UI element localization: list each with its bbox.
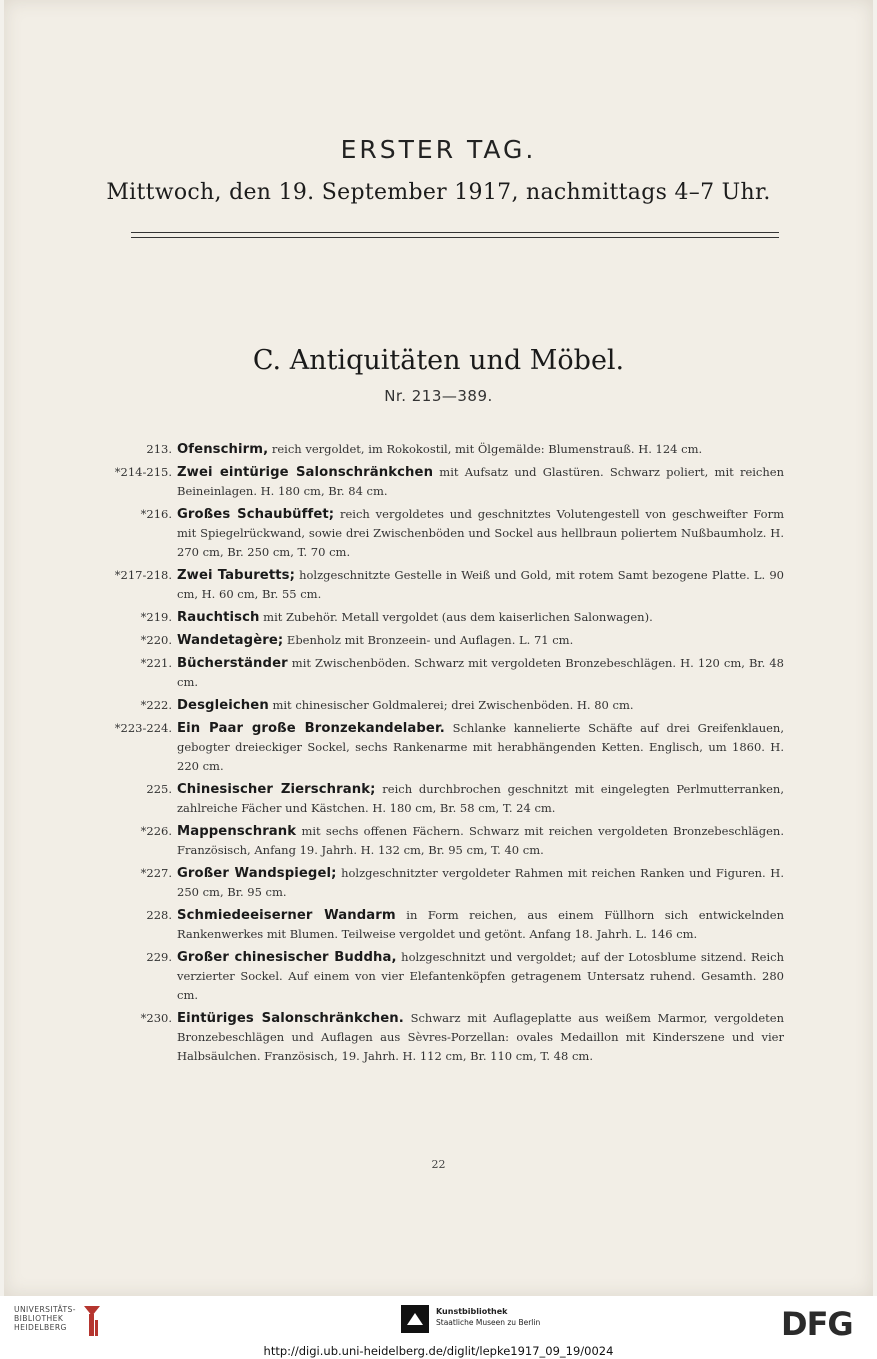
- entry-number: *223-224.: [114, 721, 172, 735]
- entry-description: Schwarz mit Auflageplatte aus weißem Marmor, vergoldeten Bronzebeschlägen und Auflagen aus Sèvres-Porzellan: ovales Medaillon mit Kinderszene und vier Halbsäulchen. Französisch, 19. Jahrh. H. 112 cm, Br. 110 cm, T. 48 cm.: [177, 1011, 784, 1063]
- entry-description: mit Aufsatz und Glastüren. Schwarz poliert, mit reichen Beineinlagen. H. 180 cm, Br. 84 cm.: [177, 465, 784, 498]
- catalog-entry: [124, 822, 784, 860]
- viewer-footer: [0, 1296, 877, 1359]
- catalog-entry: [124, 948, 784, 1005]
- catalog-entry: [124, 864, 784, 902]
- entry-description: Schlanke kannelierte Schäfte auf drei Greifenklauen, gebogter dreieckiger Sockel, sechs Rankenarme mit herabhängenden Ketten. Englisch, um 1860. H. 220 cm.: [177, 721, 784, 773]
- entry-title: Ofenschirm,: [177, 442, 269, 457]
- entry-body: [177, 440, 784, 459]
- entry-body: [177, 864, 784, 902]
- catalog-list: [114, 440, 784, 1070]
- kunstbibliothek-logo-icon[interactable]: [401, 1305, 429, 1333]
- entry-number: *221.: [140, 656, 172, 670]
- entry-description: reich vergoldetes und geschnitztes Volutengestell von geschweifter Form mit Spiegelrückwand, sowie drei Zwischenböden und Sockel aus hellbraun poliertem Nußbaumholz. H. 270 cm, Br. 250 cm, T. 70 cm.: [177, 507, 784, 559]
- entry-number: *216.: [140, 507, 172, 521]
- entry-description: mit chinesischer Goldmalerei; drei Zwischenböden. H. 80 cm.: [268, 698, 634, 712]
- catalog-entry: [124, 440, 784, 459]
- entry-number: *217-218.: [114, 568, 172, 582]
- entry-title: Desgleichen: [177, 698, 269, 713]
- library-subtitle: Staatliche Museen zu Berlin: [436, 1318, 541, 1327]
- entry-number: *226.: [140, 824, 172, 838]
- entry-description: mit Zwischenböden. Schwarz mit vergoldeten Bronzebeschlägen. H. 120 cm, Br. 48 cm.: [177, 656, 784, 689]
- entry-number: *219.: [140, 610, 172, 624]
- university-library-label: [14, 1305, 84, 1332]
- entry-title: Großer Wandspiegel;: [177, 866, 337, 881]
- entry-title: Wandetagère;: [177, 633, 284, 648]
- entry-body: [177, 822, 784, 860]
- dfg-logo[interactable]: DFG: [781, 1305, 853, 1343]
- university-line-2: BIBLIOTHEK: [14, 1314, 64, 1323]
- entry-body: [177, 608, 784, 627]
- catalog-entry: [114, 719, 784, 776]
- entry-description: reich durchbrochen geschnitzt mit eingelegten Perlmutterranken, zahlreiche Fächer und Kästchen. H. 180 cm, Br. 58 cm, T. 24 cm.: [177, 782, 784, 815]
- university-line-1: UNIVERSITÄTS-: [14, 1305, 76, 1314]
- entry-title: Mappenschrank: [177, 824, 297, 839]
- entry-description: holzgeschnitzte Gestelle in Weiß und Gold, mit rotem Samt bezogene Platte. L. 90 cm, H. 60 cm, Br. 55 cm.: [177, 568, 784, 601]
- entry-description: holzgeschnitzt und vergoldet; auf der Lotosblume sitzend. Reich verzierter Sockel. Auf einem von vier Elefantenköpfen getragenem Untersatz ruhend. Gesamth. 280 cm.: [177, 950, 784, 1002]
- entry-title: Ein Paar große Bronzekandelaber.: [177, 721, 445, 736]
- entry-number: *230.: [140, 1011, 172, 1025]
- entry-title: Bücherständer: [177, 656, 288, 671]
- entry-title: Rauchtisch: [177, 610, 260, 625]
- entry-description: Ebenholz mit Bronzeein- und Auflagen. L. 71 cm.: [283, 633, 574, 647]
- entry-body: [177, 463, 784, 501]
- entry-description: mit sechs offenen Fächern. Schwarz mit reichen vergoldeten Bronzebeschlägen. Französisch, Anfang 19. Jahrh. H. 132 cm, Br. 95 cm, T. 40 cm.: [177, 824, 784, 857]
- entry-number: 225.: [146, 782, 172, 796]
- page-number: 22: [431, 1158, 446, 1171]
- date-heading: Mittwoch, den 19. September 1917, nachmittags 4–7 Uhr.: [106, 180, 771, 205]
- catalog-entry: [124, 696, 784, 715]
- entry-body: [177, 906, 784, 944]
- university-logo-icon[interactable]: [80, 1302, 106, 1338]
- catalog-entry: [124, 608, 784, 627]
- entry-number: *222.: [140, 698, 172, 712]
- entry-body: [177, 505, 784, 562]
- entry-description: holzgeschnitzter vergoldeter Rahmen mit reichen Ranken und Figuren. H. 250 cm, Br. 95 cm.: [177, 866, 784, 899]
- entry-title: Chinesischer Zierschrank;: [177, 782, 376, 797]
- university-line-3: HEIDELBERG: [14, 1323, 67, 1332]
- entry-body: [177, 948, 784, 1005]
- entry-number: 213.: [146, 442, 172, 456]
- kunstbibliothek-label: [436, 1306, 540, 1328]
- catalog-entry: [114, 463, 784, 501]
- entry-description: in Form reichen, aus einem Füllhorn sich entwickelnden Rankenwerkes mit Blumen. Teilweise vergoldet und getönt. Anfang 18. Jahrh. L. 146 cm.: [177, 908, 784, 941]
- catalog-entry: [124, 780, 784, 818]
- entry-body: [177, 1009, 784, 1066]
- entry-number: *227.: [140, 866, 172, 880]
- section-range: Nr. 213—389.: [384, 387, 493, 405]
- catalog-entry: [124, 505, 784, 562]
- entry-number: *220.: [140, 633, 172, 647]
- catalog-entry: [124, 906, 784, 944]
- double-rule-top: [131, 232, 779, 233]
- entry-title: Großer chinesischer Buddha,: [177, 950, 397, 965]
- entry-title: Zwei eintürige Salonschränkchen: [177, 465, 434, 480]
- catalog-entry: [124, 1009, 784, 1066]
- permalink-url[interactable]: http://digi.ub.uni-heidelberg.de/diglit/lepke1917_09_19/0024: [263, 1344, 614, 1358]
- entry-body: [177, 696, 784, 715]
- entry-title: Großes Schaubüffet;: [177, 507, 335, 522]
- entry-number: 229.: [146, 950, 172, 964]
- catalog-entry: [114, 566, 784, 604]
- entry-title: Schmiedeeiserner Wandarm: [177, 908, 396, 923]
- entry-number: *214-215.: [114, 465, 172, 479]
- entry-description: reich vergoldet, im Rokokostil, mit Ölgemälde: Blumenstrauß. H. 124 cm.: [268, 442, 703, 456]
- entry-description: mit Zubehör. Metall vergoldet (aus dem kaiserlichen Salonwagen).: [259, 610, 653, 624]
- scanned-page: [4, 0, 873, 1296]
- section-title: C. Antiquitäten und Möbel.: [252, 345, 625, 376]
- catalog-entry: [124, 631, 784, 650]
- entry-body: [177, 719, 784, 776]
- entry-title: Eintüriges Salonschränkchen.: [177, 1011, 404, 1026]
- entry-body: [177, 654, 784, 692]
- double-rule-bottom: [131, 237, 779, 238]
- day-heading: ERSTER TAG.: [340, 135, 537, 164]
- catalog-entry: [124, 654, 784, 692]
- entry-body: [177, 566, 784, 604]
- entry-title: Zwei Taburetts;: [177, 568, 295, 583]
- entry-body: [177, 780, 784, 818]
- entry-body: [177, 631, 784, 650]
- entry-number: 228.: [146, 908, 172, 922]
- library-name: Kunstbibliothek: [436, 1307, 508, 1316]
